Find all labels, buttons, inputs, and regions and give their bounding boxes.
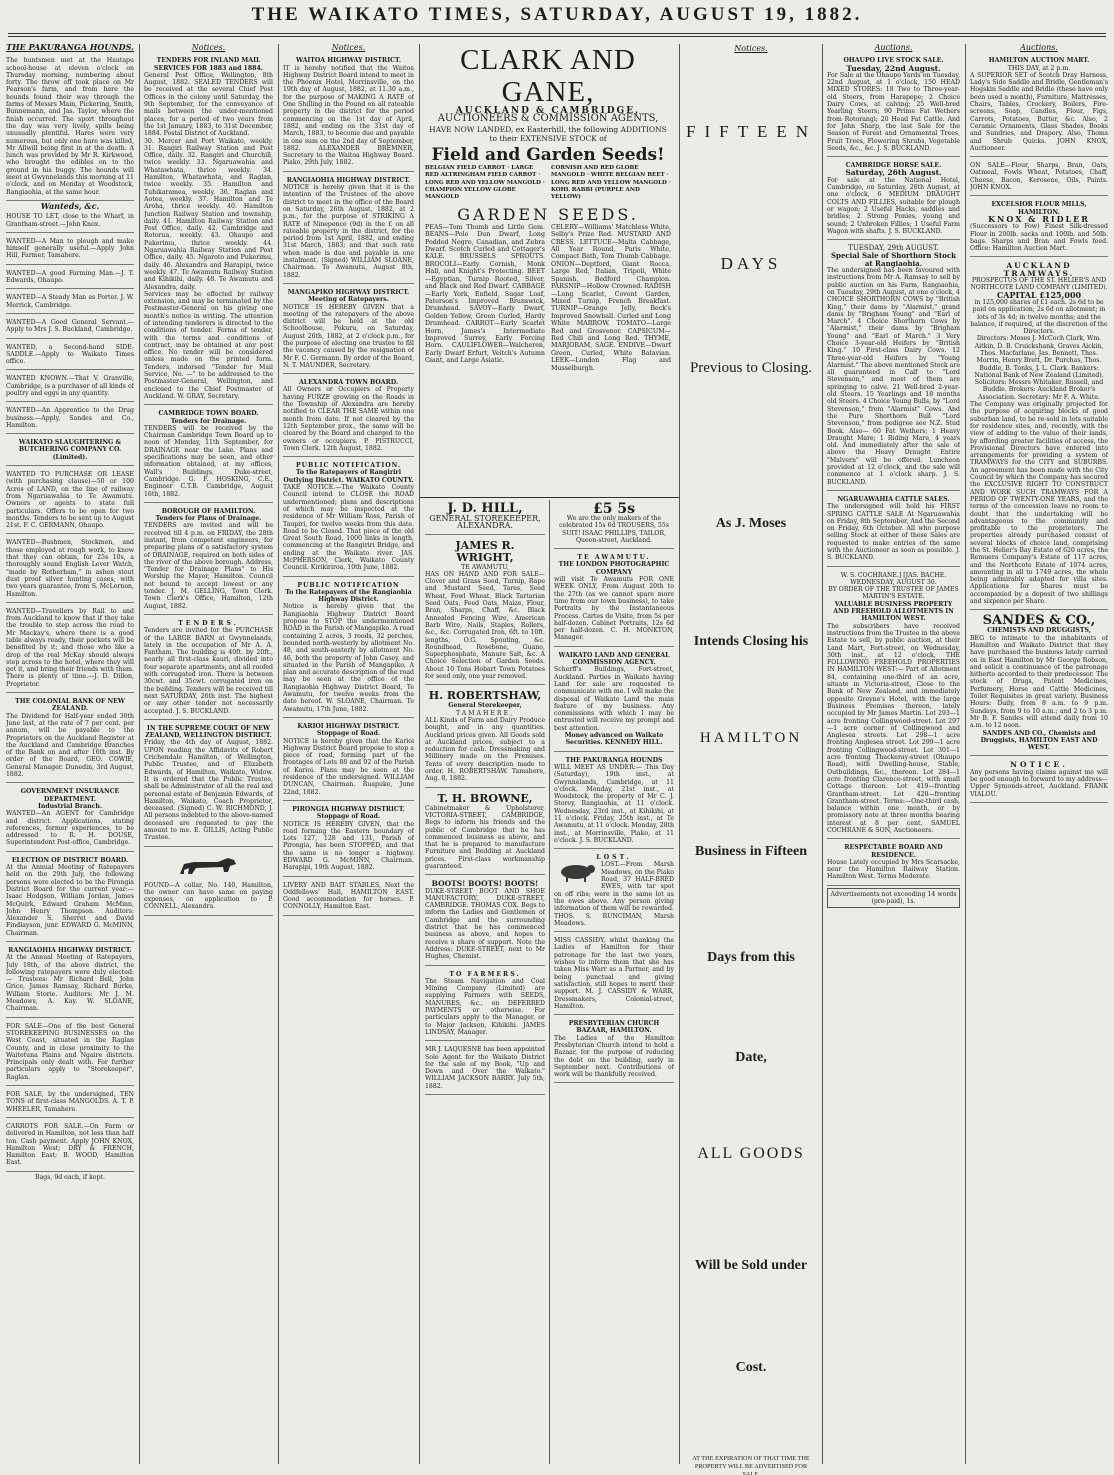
- notice-ad: NOTICE. Any persons having claims against me will be good enough to forward to my address—Upper Symonds-street, Auckland. FRANK VIALOU.: [970, 758, 1108, 802]
- column-rule: [965, 44, 966, 1464]
- presbyterian-ad: PRESBYTERIAN CHURCH BAZAAR, HAMILTON. The Ladies of the Hamilton Presbyterian Church intend to hold a Bazaar, for the purpose of reducing the debt on the building, early in September next. Contributions of work will be thankfully received.: [554, 1017, 674, 1083]
- clark-and-gane-ad: [425, 44, 671, 372]
- wanted-ad: WANTED—A Good General Servant.—Apply to Mrs J. S. Buckland, Cambridge.: [6, 316, 134, 339]
- dog-illustration: [174, 854, 244, 880]
- masthead-rule: [8, 33, 1106, 34]
- pirongia-ad: PIRONGIA HIGHWAY DISTRICT. Stoppage of Road. NOTICE IS HEREBY GIVEN, that the road forming the Eastern boundary of Lots 127, 128 and 131, Parish of Pirongia, has been STOPPED, and that the same is no longer a highway. EDWARD G. McMINN, Chairman. Harapipi, 19th August, 1882.: [283, 803, 414, 877]
- cambridge-board-ad: CAMBRIDGE TOWN BOARD. Tenders for Drainage. TENDERS will be received by the Chairman Cambridge Town Board up to noon of Monday, 11th September, for DRAINAGE near the Lake. Plans and specifications may be seen, and other information obtained, at my offices, Wall's Buildings, Duke-street, Cambridge. G. F. HOSKING, C.E., Engineer C.T.B. Cambridge, August 16th, 1882.: [144, 407, 273, 503]
- excelsior-mills-ad: EXCELSIOR FLOUR MILLS, HAMILTON. KNOX & RIDLER (Successors to Fow) Finest Silk-dressed Flour in 200lb. sacks and 100lb. and 50lb. bags. Sharps and Bran and Fowls feed. Office: Hamilton Auction Mart.: [970, 198, 1108, 257]
- on-sale-ad: ON SALE—Flour, Sharps, Bran, Oats, Oatmeal, Fowls Wheat, Potatoes, Chaff, Cheese, Bacon, Kerosene, Oils, Paints. JOHN KNOX.: [970, 159, 1108, 196]
- column-rule: [679, 44, 680, 1464]
- notices-heading: Notices.: [191, 44, 226, 52]
- newspaper-page: THE WAIKATO TIMES, SATURDAY, AUGUST 19, 1882. THE PAKURANGA HOUNDS. The huntsmen met at the Hautapu school-house at eleven o'clock on Thursday morning, numbering about forty. The throw off took place on Mr Pearson's farm, and from here the hounds found their way through the farms of Messrs Main, Pickering, Smith, Bunnemann, and Jas. Taylor, where the finish occurred. The sport throughout the day was very lively, spills being unusually plentiful. Hares were very numerous, but only one hare was killed, Mr Allwill being first in at the death. A lunch was provided by Mr R. Kirkwood, who brought the edibles on to the ground in his buggy. The hounds will meet at Gwynnelands this morning at 11 o'clock, and on Monday at Woodstock, Rangiaohia, at the same hour. Wanteds, &c. HOUSE TO LET, close to the Wharf, in Grantham-street.—John Knox. WANTED—A Man to plough and make himself generally useful.—Apply John Hill, Farmer, Tamahere. WANTED—A good Farming Man.—J. T. Edwards, Ohaupo. WANTED—A Steady Man as Porter. J. W. Merrick, Cambridge. WANTED—A Good General Servant.—Apply to Mrs J. S. Buckland, Cambridge. WANTED, a Second-hand SIDE-SADDLE.—Apply to Waikato Times office. WANTED KNOWN.—That V. Granville, Cambridge, is a purchaser of all kinds of poultry and eggs in any quantity. WANTED—An Apprentice to the Drug business.—Apply, Sandes and Co., Hamilton. WAIKATO SLAUGHTERING & BUTCHERING COMPANY CO. (Limited). WANTED TO PURCHASE OR LEASE (with purchasing clause)—50 or 100 Acres of LAND, on the line of railway from Ngaruawahia to Te Awamutu. Owners or agents to state full particulars. Offers to be open for two months. Tenders to be sent up to August 21st. F. C. GERMANN, Ohaupo. WANTED—Bushmen, Stockmen, and those employed at rough work, to know that they can obtain, for 25s 10s, a thoroughly sound English Lever Watch, "made by Rotherham," in ashen stout dust proof silver hunting cases, with two years guarantee, from S. McLernon, Hamilton. WANTED—Travellers by Rail to and from Auckland to know that if they take the trouble to step across the road to Mr Mackay's, where there is a good table always ready, their pockets will be benefited by it; and those who like a drop of the real McKay should always step across to the hotel, where they will get it, and bring their friends with them. There is plenty of time.—J. D. Dillon, Proprietor. THE COLONIAL BANK OF NEW ZEALAND. The Dividend for Half-year ended 30th June last, at the rate of 7 per cent. per annum, will be payable to the Proprietors on the Auckland Register at the Auckland and Cambridge Branches of the Bank on and after 16th inst. By order of the Board, GEO. COWIE, General Manager. Dunedin, 3rd August, 1882. GOVERNMENT INSURANCE DEPARTMENT. Industrial Branch. WANTED—An AGENT for Cambridge and district. Applications, stating references, former experiences, to be addressed to R. H. DOUSE, Superintendent Post-office, Cambridge. ELECTION OF DISTRICT BOARD. At the Annual Meeting of Ratepayers held on the 29th July, the following persons were elected to be the Pirongia District Board for the current year:— Isaac Hodgson, William Jordan, James McQuirk, Edward Graham McMinn, John Henry Thompson. Auditors: Alexander S. Sherret and David Findlayson, junr. EDWARD G. McMINN, Chairman. RANGIAOHIA HIGHWAY DISTRICT. At the Annual Meeting of Ratepayers, July 18th, of the above district, the following ratepayers were duly elected:— Trustees: Mr Richard Bell, John Grice, James Ramsay, Richard Burke, William Storie. Auditors: Mr J. M. Meadows, A. Kay. W. SLOANE, Chairman. FOR SALE—One of the best General STOREKEEPING BUSINESSES on the West Coast, situated in the Raglan County, and in close proximity to the Waitetuna Plains and Ngaire districts. Principals only dealt with. For further particulars apply to "Storekeeper", Raglan. FOR SALE, by the undersigned, TEN TONS of first-class MANGOLDS. A. T. P. WHEELER, Tamahere. CARROTS FOR SALE.—On Farm or delivered in Hamilton, not less than half ton. Cash payment. Apply JOHN KNOX, Hamilton West; DRY & FRENCH, Hamilton East; B. WOOD, Hamilton East. Bags, 9d each, if kept. Notices. TENDERS FOR INLAND MAIL SERVICES FOR 1883 and 1884. General Post Office, Wellington, 8th August, 1882. SEALED TENDERS will be received at the several Chief Post Offices in the colony until Saturday, the 9th September, for the conveyance of mails between the under-mentioned places, for a period of two years from the 1st January, 1883, to 31st December, 1884. Postal District of Auckland. 30. Mercer and Port Waikato, weekly. 31. Rangiri Railway Station and Post Office, daily. 32. Rangiri and Churchill, twice weekly. 33. Ngaruawahia and Whatawhata, thrice weekly. 34. Hamilton, Whatawhata, and Raglan, twice weekly. 35. Hamilton and Tuhikaramea, weekly. 36. Raglan and Aotea, weekly. 37. Hamilton and Te Aroha, thrice weekly. 40. Hamilton Junction Railway Station and township, daily. 41. Hamilton Railway Station and Post Office, daily. 42. Cambridge and Rotorua, weekly. 43. Ohaupo and Pukerimu, thrice weekly. 44. Ngaruawahia Railway Station and Post Office, daily. 45. Ngaroto and Pukerimu, daily. 46. Alexandra and Harapipi, twice weekly. 47. Te Awamutu Railway Station and Kihikihi, daily. 48. Te Awamutu and Alexandra, daily. Services may be effected by railway extension, and may be terminated by the Postmaster-General on his giving one month's notice in writing. The attention of intending tenderers is directed to the conditions of tender. Forms of tender, with the terms and conditions of contract, may be obtained at any post office. No tender will be considered unless made on the printed form. Tenders, indorsed "Tender for Mail Service, No. —" to be addressed to the Postmaster-General, Wellington, and enclosed to the Chief Postmaster of Auckland. W. GRAY, Secretary. CAMBRIDGE TOWN BOARD. Tenders for Drainage. TENDERS will be received by the Chairman Cambridge Town Board up to noon of Monday, 11th September, for DRAINAGE near the Lake. Plans and specifications may be seen, and other information obtained, at my offices, Wall's Buildings, Duke-street, Cambridge. G. F. HOSKING, C.E., Engineer C.T.B. Cambridge, August 16th, 1882. BOROUGH OF HAMILTON. Tenders for Plans of Drainage. TENDERS are invited and will be received till 4 p.m. on FRIDAY, the 28th instant, from competent engineers, for preparing plans of a satisfactory system of DRAINAGE, required on both sides of the river of the above borough. Address, "Tender for Drainage Plans" to His Worship the Mayor, Hamilton. Council not bound to accept lowest or any tender. J. M. GELLING, Town Clerk. Town Clerk's Office, Hamilton, 12th August, 1882. TENDERS. Tenders are invited for the PURCHASE of the LARGE BARN at Gwynnelands, lately in the occupation of Mr A. A. Fantham. The building is 40ft. by 20ft., nearly all first-class kauri, divided into four separate apartments, and all roofed with corrugated iron. There is between 30cwt. and 35cwt. corrugated iron on the building. Tenders will be received till next SATURDAY, 26th inst. The highest or any other tender not necessarily accepted. J. S. BUCKLAND. IN THE SUPREME COURT OF NEW ZEALAND, WELLINGTON DISTRICT. Friday, the 4th day of August, 1882. UPON reading the Affidavits of Robert Crichendale Hamilton, of Wellington, Public Trustee, and of Elizabeth Edwards, of Hamilton, Waikato, Widow. It is ordered that the Public Trustee, shall be Administrator of all the real and personal estate of Benjamin Edwards, of Hamilton, Waikato, Coach Proprietor, deceased. (Signed) C. W. RICHMOND, J. All persons indebted to the above-named deceased are requested to pay the amount to me. E. GILLIS, Acting Public Trustee. FOUND—A collar, No. 140, Hamilton, the owner can have same on paying expenses, on application to P. CONNELL, Alexandra. Notices. WAITOA HIGHWAY DISTRICT. IT is hereby notified that the Waitoa Highway District Board intend to meet in the Phoenix Hotel, Morrinsville, on the 19th day of August, 1882, at 11.30 a.m., for the purpose of MAKING A RATE of One Shilling in the Pound on all rateable property in the district for the period commencing on the 1st day of April, 1882, and ending on the 31st day of March, 1883, to become due and payable in one sum on the 2nd day of September, 1882. ALEXANDER BREMNER, Secretary to the Waitoa Highway Board. Piako, 29th July, 1882. RANGIAOHIA HIGHWAY DISTRICT. NOTICE is hereby given that it is the intention of the Trustees of the above district to meet in the office of the Board on Saturday, 26th August, 1882, at 2 p.m., for the purpose of STRIKING A RATE of Ninepence (9d) in the £ on all rateable property in the district, for the period from 1st April, 1882, and ending 31st March, 1883; and that such rate when made is due and payable in one instalment. (Signed) WILLIAM SLOANE, Chairman. To Awamutu, August 8th, 1882. MANGAPIKO HIGHWAY DISTRICT. Meeting of Ratepayers. NOTICE IS HEREBY GIVEN that a meeting of the ratepayers of the above district will be held at the old Schoolhouse, Pokuru, on Saturday, August 26th, 1882, at 2 o'clock p.m., for the purpose of electing one trustee to fill the vacancy caused by the resignation of Mr F. C. Germann. By order of the Board, N. T. MAUNDER, Secretary. ALEXANDRA TOWN BOARD. All Owners or Occupiers of Property having FURZE growing on the Roads in the Township of Alexandra are hereby notified to CLEAR THE SAME within one month from date. If not cleared by the 12th September prox., the same will be cleared by the Board and charged to the owners or occupiers. P. PISTRUCCI, Town Clerk. 12th August, 1882. PUBLIC NOTIFICATION. To the Ratepayers of Rangiriri Outlying District. WAIKATO COUNTY. TAKE NOTICE.—The Waikato County Council intend to CLOSE the ROAD undermentioned; plans and descriptions of which may be inspected at the residence of Mr William Ross, Parish of Taupiri, for twelve weeks from this date. Road to be Closed. That piece of the old Great South Road, 1000 links in length, commencing at the Rangiriri Bridge, and ending at the Waikato river. JAS. McPHERSON, Clerk, Waikato County Council. Kirikiriroa, 10th June, 1882. PUBLIC NOTIFICATION To the Ratepayers of the Rangiaohia Highway District. Notice is hereby given that the Rangiaohia Highway District Board propose to STOP the undermentioned ROAD in the Parish of Mangapiko. A road containing 2 acres, 3 roods, 32 perches, bounded north-westerly by allotment No. 48, and south-easterly by allotment No. 46, both the property of John Casey, and situated in the Parish of Mangapiko. A plan and accurate description of the road may be seen at the office of the Rangiaohia Highway District Board, Te Awamutu, for twelve weeks from the date hereof. W. SLOANE, Chairman. Te Awamutu, 17th June, 1882. KARIOI HIGHWAY DISTRICT. Stoppage of Road. NOTICE is hereby given that the Karioi Highway District Board propose to stop a piece of road, forming part of the frontages of Lots 88 and 92 of the Parish of Karioi. Plans may be seen at the residence of the undersigned. WILLIAM DUNCAN, Chairman. Ruapuke, June 22nd, 1882. PIRONGIA HIGHWAY DISTRICT. Stoppage of Road. NOTICE IS HEREBY GIVEN, that the road forming the Eastern boundary of Lots 127, 128 and 131, Parish of Pirongia, has been STOPPED, and that the same is no longer a highway. EDWARD G. McMINN, Chairman. Harapipi, 19th August, 1882. LIVERY AND BAIT STABLES, Next the Oddfellows' Hall, HAMILTON EAST. Good accommodation for horses. P. CONNOLLY, Hamilton East. CLARK AND GANE, AUCKLAND & CAMBRIDGE, AUCTIONEERS & COMMISSION AGENTS, HAVE NOW LANDED, ex Easterhill, the following ADDITIONS to their EXTENSIVE STOCK of Field and Garden Seeds! BELGIAN FIELD CARROT · LARGE RED ALTRINGHAM FIELD CARROT · LONG RED AND YELLOW MANGOLD · CHAMPION YELLOW GLOBE MANGOLD CORNISH AND RED GLOBE MANGOLD · WHITE BELGIAN BEET · LONG RED AND YELLOW MANGOLD · KOHL RABBI (PURPLE AND YELLOW) GARDEN SEEDS. PEAS—Tom Thumb and Little Gem. BEANS—Pole Dun Dwarf, Long Podded Negro, Canadian, and Zebra Dwarf. Scotch Curled and Cottager's KALE. BRUSSELS SPROUTS. BROCOLI—Early Cornish, Monk Hall, and Knight's Protecting. BEET—Egyptian, Turnip Rooted, Silver, and Black and Red Dwarf. CABBAGE—Early York, Enfield, Sugar Loaf, Paterson's Improved Brunswick, Drumhead. SAVOY—Early Dwarf, Golden Yellow, Green Curled, Hardy Drumhead. CARROT—Early Scarlet Horn, James's Intermediate Improved Surrey, Early Forcing Horn. CAULIFLOWER—Walcheren, Early Dwarf Erfurt, Veitch's Autumn Giant, and Large Asiatic. CELERY—Williams' Matchless White, Selby's Prize Red. MUSTARD AND CRESS. LETTUCE—Malta Cabbage, All Year Round, Paris White, Compact Bath, Tom Thumb Cabbage. ONION—Deptford, Giant Rocca, Large Red, Italian, Tripoli, White Spanish, Bedford Champion. PARSNIP—Hollow Crowned. RADISH—Long Scarlet, Covent Garden, Mixed Turnip, French Breakfast. TURNIP—Orange Jelly, Beck's Improved Snowball. Curled and Long White MARROW. TOMATO—Large Red and Grosvenor. CAPSICUM—Red Chili and Long Red. THYME, MARJORAM, SAGE. ENDIVE—Dwarf Green, Curled, White Batavian. LEEK—London Flag and Musselburgh. J. D. HILL, GENERAL STOREKEEPER, ALEXANDRA. JAMES R. WRIGHT, TE AWAMUTU, HAS ON HAND AND FOR SALE— Clover and Grass Seed, Turnip, Rape and Mustard Seed, Tares, Seed Wheat, Fowl Wheat, Black Tartarian Seed Oats, Feed Oats, Maize, Flour, Bran, Sharps, Chaff, &c. Black Annealed Fencing Wire, American Barb Wire, Nails, Staples, Rollers, &c., &c. Corrugated Iron, 6ft. to 10ft. lengths, O.G. Spouting, &c. Roundhead, Rosebone, Guano, Superphosphate, Manure Salt, &c. A Choice Selection of Garden Seeds. About 10 Tons Hobart Town Potatoes for seed only, one year removed. H. ROBERTSHAW, General Storekeeper, TAMAHERE, ALL Kinds of Farm and Dairy Produce bought, and in any quantities. Auckland prices given. All Goods sold at Auckland prices, subject to a reduction for cash. Dressmaking and Millinery made on the Premises. Tents of every description made to order. H. ROBERTSHAW. Tamahere, Aug. 8, 1882. T. H. BROWNE, Cabinetmaker & Upholsterer, VICTORIA-STREET, CAMBRIDGE, Begs to inform his friends and the public of Cambridge that he has commenced business as above, and that he is prepared to manufacture Furniture and Bedding at Auckland prices. First-class workmanship guaranteed. BOOTS! BOOTS! BOOTS! DUKE-STREET BOOT AND SHOE MANUFACTORY, DUKE-STREET, CAMBRIDGE. THOMAS COX. Begs to inform the Ladies and Gentlemen of Cambridge and the surrounding district that he has commenced business as above, and hopes to receive a share of support. Note the Address: DUKE-STREET, next to Mr Hughes, Chemist. TO FARMERS. The Steam Navigation and Coal Mining Company (Limited) are supplying Farmers with SEEDS, MANURES, &c., on DEFERRED PAYMENTS or otherwise. For particulars apply to the Manager, or to Major Jackson, Kihikihi. JAMES LINDSAY, Manager. MR J. LAQUESNE has been appointed Sole Agent for the Waikato District for the sale of my Book, "Up and Down and Over the Waikato." WILLIAM JACKSON BARRY. July 5th, 1882. £5 5s We are the only makers of the celebrated 15s 6d TROUSERS, 55s SUIT! ISAAC PHILLIPS, TAILOR, Queen-street, Auckland. TE AWAMUTU. THE LONDON PHOTOGRAPHIC COMPANY will visit Te Awamutu FOR ONE WEEK ONLY, From August 20th to the 27th (as we cannot spare more time from our town business), to take Portraits by the Instantaneous Process. Cartes de Visite, from 5s per half-dozen. Cabinet Portraits, 12s 6d per half-dozen. C. H. MONKTON, Manager. WAIKATO LAND AND GENERAL COMMISSION AGENCY. Scherff's Buildings, Fort-street, Auckland. Parties in Waikato having Land for sale are requested to communicate with me. I will make the disposal of Waikato Land the main feature of my business. Any commissions with which I may be entrusted will receive my prompt and best attention. Money advanced on Waikato Securities. KENNEDY HILL. THE PAKURANGA HOUNDS WILL MEET AS UNDER:— This Day (Saturday), 19th inst., at Gwynnelands, Cambridge, at 11 o'clock. Monday, 21st inst., at Woodstock, the property of Mr C. J. Storey, Rangiaohia, at 11 o'clock. Wednesday, 23rd inst., at Kihikihi, at 11 o'clock. Friday, 25th inst., at Te Awamutu, at 11 o'clock. Monday, 28th inst., at Morrinsville, Piako, at 11 o'clock. J. S. BUCKLAND. LOST. LOST.—From Marsh Meadows, on the Piako Road, 37 HALF-BRED EWES, with tar spot on off ribs; were in the same lot as the ewes above. Any person giving information of them will be rewarded. THOS. S. RUNCIMAN, Marsh Meadows. MISS CASSIDY, whilst thanking the Ladies of Hamilton for their patronage for the last two years, wishes to inform them that she has taken Miss Warr as a Partner, and by being punctual and giving satisfaction, still hopes to merit their support. M. J. CASSIDY & WARR, Dressmakers, Colonial-street, Hamilton. PRESBYTERIAN CHURCH BAZAAR, HAMILTON. The Ladies of the Hamilton Presbyterian Church intend to hold a Bazaar, for the purpose of reducing the debt on the building, early in September next. Contributions of work will be thankfully received. Notices. FIFTEEN DAYS Previous to Closing. As J. Moses Intends Closing his HAMILTON Business in Fifteen Days from this Date, ALL GOODS Will be Sold under Cost. AT THE EXPIRATION OF THAT TIME THE PROPERTY WILL BE ADVERTISED FOR SALE. Auctions. OHAUPO LIVE STOCK SALE. Tuesday, 22nd August. For Sale at the Ohaupo Yards on Tuesday, 22nd August, at 1 o'clock, 150 HEAD MIXED STORES: 18 Two to Three-year-old Steers, from Harapepe; 2 Choice Dairy Cows, at calving; 25 Well-bred Yearling Steers; 90 Prime Fat Wethers from Rotorangi; 20 Head Fat Cattle. And for John Sharp, the last Sale for the Season of Forest and Ornamental Trees, Fruit Trees, Flowering Shrubs, Vegetable Seeds, &c., &c. J. S. BUCKLAND. CAMBRIDGE HORSE SALE. Saturday, 26th August. For sale at the National Hotel, Cambridge, on Saturday, 26th August, at one o'clock, 6 MEDIUM DRAUGHT COLTS AND FILLIES, suitable for plough or wagon; 2 Useful Hacks, saddles and bridles; 2 Strong Ponies, young and sound; 2 Unbroken Fillies; 1 Useful Farm Wagon with shafts. J. S. BUCKLAND. TUESDAY, 29th AUGUST. Special Sale of Shorthorn Stock at Rangiaohia. The undersigned has been favoured with instructions from Mr A. Ramsay to sell by public auction on his Farm, Rangiaohia, on Tuesday, 29th August, at one o'clock, 4 CHOICE SHORTHORN COWS by "British King," their dams by "Alarmist," grand dams by "Brigham Young" and "Earl of March". 4 Choice Shorthorn Cows by "Alarmist," their dams by "Brigham Young" and "Earl of March." 3 Very Choice 3-year-old Heifers by "British King." 10 First-class Dairy Cows. 12 Three-year-old Heifers by "Young Alarmist." The above mentioned Stock are all guaranteed in Calf to "Lord Stevenson," and most of them are springing to calve. 21 Well-bred 2-year-old Steers. 15 Yearlings and 18 months old Steers. 4 Choice Young Bulls, by "Lord Stevenson," from "Alarmist" Cows. And the Pure Shorthorn Bull "Lord Stevenson," from pedigree see N.Z. Stud Book. Also— 60 Fat Wethers; 1 Heavy Draught Mare; 1 Riding Mare, 4 years old. And immediately after the sale of above the Heavy Draught Entire "Malvern" will be offered. Luncheon provided at 12 o'clock, and the sale will commence at 1 o'clock sharp. J. S. BUCKLAND. NGARUAWAHIA CATTLE SALES. The undersigned will hold his FIRST SPRING CATTLE SALE At Ngaruawahia on Friday, 8th September, And the Second on Friday, 6th October. All who purpose selling Stock at either of these Sales are requested to make entries of the same with the Auctioneer as soon as possible. J. S. BUCKLAND. W. S. COCHRANE.] [JAS. BACHE. WEDNESDAY, AUGUST 30. BY ORDER OF THE TRUSTEE OF JAMES MARTIN'S ESTATE. VALUABLE BUSINESS PROPERTY AND FREEHOLD ALLOTMENTS IN HAMILTON WEST. The subscribers have received instructions from the Trustee in the above Estate to sell, by public auction, at their Land Mart, Fort-street, on Wednesday, 30th inst., at 12 o'clock, THE FOLLOWING FREEHOLD PROPERTIES IN HAMILTON WEST:— Part of Allotment 84, containing one-third of an acre, situate in Victoria-street, Close to the Bank of New Zealand, and immediately opposite Greyne's Hotel, with the large Business Premises thereon, lately occupied by Mr James Martin. Lot 293—1 acre fronting Collingwood-street. Lot 297—1 acre corner of Collingwood and Anglesea streets. Lot 298—1 acre fronting Anglesea street. Lot 299—1 acre fronting Collingwood-street. Lot 301—1 acre fronting Thackeray-street (Ohaupo Road), with Dwelling-house, Stable, Outbuildings, &c., thereon. Lot 284—1 acre fronting Clarence-street, with small Cottage thereon. Lot 419—fronting Grantham-street. Lot 420—fronting Grantham-street. Terms:—One-third cash, balance within one month, or by promissory note at three months bearing interest at 8 per cent. SAMUEL COCHRANE & SON, Auctioneers. RESPECTABLE BOARD AND RESIDENCE. House Lately occupied by Mrs Scarsacke, near the Hamilton Railway Station. Hamilton West. Terms Moderate. Advertisements not exceeding 14 words (pre-paid), 1s. Auctions. HAMILTON AUCTION MART. THIS DAY, at 2 p.m. A SUPERIOR SET of Scotch Dray Harness, Lady's Side Saddle and Bridle, Gentleman's Hogskin Saddle and Bridle (these have only been used a month), Furniture, Mattresses, Chairs, Tables, Crockery, Boilers, Fire-screens, Soap, Candles, Flour, Figs, Carrots, Potatoes, Butter, &c. Also, 2 Ceramic Ornaments, Glass Shades, Books and Sundries, and Drapery. Also, Thoms and Shrub Quicks. JOHN KNOX, Auctioneer. ON SALE—Flour, Sharps, Bran, Oats, Oatmeal, Fowls Wheat, Potatoes, Chaff, Cheese, Bacon, Kerosene, Oils, Paints. JOHN KNOX. EXCELSIOR FLOUR MILLS, HAMILTON. KNOX & RIDLER (Successors to Fow) Finest Silk-dressed Flour in 200lb. sacks and 100lb. and 50lb. bags. Sharps and Bran and Fowls feed. Office: Hamilton Auction Mart. AUCKLAND TRAMWAYS. PROSPECTUS OF THE ST. HELIER'S AND NORTHCOTE LAND COMPANY (LIMITED). CAPITAL £125,000 in 125,000 shares of £1 each. 2s 6d to be paid on application; 2s 6d on allotment; in lots of 3s 4d; in twelve months; and the balance, if required, at the discretion of the Directors. Directors: Moses J. McCoch Clark, Wm. Aitkin, D. B. Cruickshank, Graves Aickin, Thos. Macfarlane, Jas. Bennett, Thos. Morrin, Henry Brett, Dr. Purchas, Thos. Buddle, B. Tonks, J. L. Clark. Bankers: National Bank of New Zealand (Limited). Solicitors: Messrs Whitaker, Russell, and Buddle. Brokers: Auckland Broker's Association. Secretary: Mr F. A. White. The Company was originally projected for the purpose of acquiring blocks of good suburban land, to be re-sold in lots suitable for residence sites, and, recently, with the view of adding to the value of their lands, by affording greater facilities of access, the Provisional Directors have entered into arrangements for providing a system of TRAMWAYS for the CITY and SUBURBS. An agreement has been made with the City Council by which the Company has secured the EXCLUSIVE RIGHT TO CONSTRUCT AND WORK SUCH TRAMWAYS FOR A PERIOD OF TWENTY-ONE YEARS, and the terms of the concession leave no room to doubt that the undertaking will be advantageous to the community and profitable to the proprietors. The properties already purchased consist of several blocks of choice land, comprising the St. Helier's Bay Estate of 620 acres, the Remuera Company's Estate of 117 acres, and the Northcote Estate of 1074 acres, amounting in all to 1749 acres, the whole being admirably adapted for villa sites. Applications for Shares must be accompanied by a deposit of two shillings and sixpence per Share. SANDES & CO., CHEMISTS AND DRUGGISTS, BEG to intimate to the inhabitants of Hamilton and Waikato District that they have purchased the business lately carried on in East Hamilton by Mr George Robson, and solicit a continuance of the patronage hitherto accorded to their predecessor. The stock of Drugs, Patent Medicines, Perfumery, Horse and Cattle Medicines, Toilet Requisites in great variety. Business Hours: Daily, from 8 a.m. to 9 p.m. Sundays, from 9 to 10 a.m.; and 2 to 3 p.m. Mr B. F. Sandes will attend daily from 10 a.m. to 12 noon. SANDES AND CO., Chemists and Druggists, HAMILTON EAST AND WEST. NOTICE. Any persons having claims against me will be good enough to forward to my address—Upper Symonds-street, Auckland. FRANK VIALOU.: [0, 0, 1114, 1475]
- tramways-ad: AUCKLAND TRAMWAYS. PROSPECTUS OF THE ST. HELIER'S AND NORTHCOTE LAND COMPANY (LIMITED). CAPITAL £125,000 in 125,000 shares of £1 each. 2s 6d to be paid on application; 2s 6d on allotment; in lots of 3s 4d; in twelve months; and the balance, if required, at the discretion of the Directors. Directors: Moses J. McCoch Clark, Wm. Aitkin, D. B. Cruickshank, Graves Aickin, Thos. Macfarlane, Jas. Bennett, Thos. Morrin, Henry Brett, Dr. Purchas, Thos. Buddle, B. Tonks, J. L. Clark. Bankers: National Bank of New Zealand (Limited). Solicitors: Messrs Whitaker, Russell, and Buddle. Brokers: Auckland Broker's Association. Secretary: Mr F. A. White. The Company was originally projected for the purpose of acquiring blocks of good suburban land, to be re-sold in lots suitable for residence sites, and, recently, with the view of adding to the value of their lands, by affording greater facilities of access, the Provisional Directors have entered into arrangements for providing a system of TRAMWAYS for the CITY and SUBURBS. An agreement has been made with the City Council by which the Company has secured the EXCLUSIVE RIGHT TO CONSTRUCT AND WORK SUCH TRAMWAYS FOR A PERIOD OF TWENTY-ONE YEARS, and the terms of the concession leave no room to doubt that the undertaking will be advantageous to the community and profitable to the proprietors. The properties already purchased consist of several blocks of choice land, comprising the St. Helier's Bay Estate of 620 acres, the Remuera Company's Estate of 117 acres, and the Northcote Estate of 1074 acres, amounting in all to 1749 acres, the whole being admirably adapted for villa sites. Applications for Shares must be accompanied by a deposit of two shillings and sixpence per Share.: [970, 259, 1108, 610]
- sheep-illustration: [554, 861, 598, 883]
- farmers-ad: TO FARMERS. The Steam Navigation and Coal Mining Company (Limited) are supplying Farmers with SEEDS, MANURES, &c., on DEFERRED PAYMENTS or otherwise. For particulars apply to the Manager, or to Major Jackson, Kihikihi. JAMES LINDSAY, Manager.: [425, 968, 545, 1042]
- cg-garden-title: GARDEN SEEDS.: [457, 204, 639, 224]
- cochrane-sale-ad: W. S. COCHRANE.] [JAS. BACHE. WEDNESDAY, AUGUST 30. BY ORDER OF THE TRUSTEE OF JAMES MARTIN'S ESTATE. VALUABLE BUSINESS PROPERTY AND FREEHOLD ALLOTMENTS IN HAMILTON WEST. The subscribers have received instructions from the Trustee in the above Estate to sell, by public auction, at their Land Mart, Fort-street, on Wednesday, 30th inst., at 12 o'clock, THE FOLLOWING FREEHOLD PROPERTIES IN HAMILTON WEST:— Part of Allotment 84, containing one-third of an acre, situate in Victoria-street, Close to the Bank of New Zealand, and immediately opposite Greyne's Hotel, with the large Business Premises thereon, lately occupied by Mr James Martin. Lot 293—1 acre fronting Collingwood-street. Lot 297—1 acre corner of Collingwood and Anglesea streets. Lot 298—1 acre fronting Anglesea street. Lot 299—1 acre fronting Collingwood-street. Lot 301—1 acre fronting Thackeray-street (Ohaupo Road), with Dwelling-house, Stable, Outbuildings, &c., thereon. Lot 284—1 acre fronting Clarence-street, with small Cottage thereon. Lot 419—fronting Grantham-street. Lot 420—fronting Grantham-street. Terms:—One-third cash, balance within one month, or by promissory note at three months bearing interest at 8 per cent. SAMUEL COCHRANE & SON, Auctioneers.: [827, 569, 960, 840]
- cg-name: CLARK AND GANE,: [460, 44, 636, 108]
- cambridge-horse-sale-ad: CAMBRIDGE HORSE SALE. Saturday, 26th August. For sale at the National Hotel, Cambridge, on Saturday, 26th August, at one o'clock, 6 MEDIUM DRAUGHT COLTS AND FILLIES, suitable for plough or wagon; 2 Useful Hacks, saddles and bridles; 2 Strong Ponies, young and sound; 2 Unbroken Fillies; 1 Useful Farm Wagon with shafts. J. S. BUCKLAND.: [827, 159, 960, 240]
- hamilton-mart-ad: HAMILTON AUCTION MART. THIS DAY, at 2 p.m. A SUPERIOR SET of Scotch Dray Harness, Lady's Side Saddle and Bridle, Gentleman's Hogskin Saddle and Bridle (these have only been used a month), Furniture, Mattresses, Chairs, Tables, Crockery, Boilers, Fire-screens, Soap, Candles, Flour, Figs, Carrots, Potatoes, Butter, &c. Also, 2 Ceramic Ornaments, Glass Shades, Books and Sundries, and Drapery. Also, Thoms and Shrub Quicks. JOHN KNOX, Auctioneer.: [970, 54, 1108, 157]
- ohaupo-sale-ad: OHAUPO LIVE STOCK SALE. Tuesday, 22nd August. For Sale at the Ohaupo Yards on Tuesday, 22nd August, at 1 o'clock, 150 HEAD MIXED STORES: 18 Two to Three-year-old Steers, from Harapepe; 2 Choice Dairy Cows, at calving; 25 Well-bred Yearling Steers; 90 Prime Fat Wethers from Rotorangi; 20 Head Fat Cattle. And for John Sharp, the last Sale for the Season of Forest and Ornamental Trees, Fruit Trees, Flowering Shrubs, Vegetable Seeds, &c., &c. J. S. BUCKLAND.: [827, 54, 960, 157]
- wanted-ad: WANTED—A Steady Man as Porter. J. W. Merrick, Cambridge.: [6, 291, 134, 314]
- livery-ad: LIVERY AND BAIT STABLES, Next the Oddfellows' Hall, HAMILTON EAST. Good accommodation for horses. P. CONNOLLY, Hamilton East.: [283, 879, 414, 916]
- masthead: THE WAIKATO TIMES, SATURDAY, AUGUST 19, 1882.: [251, 4, 863, 25]
- colonial-bank-ad: THE COLONIAL BANK OF NEW ZEALAND. The Dividend for Half-year ended 30th June last, at the rate of 7 per cent. per annum, will be payable to the Proprietors on the Auckland Register at the Auckland and Cambridge Branches of the Bank on and after 16th inst. By order of the Board, GEO. COWIE, General Manager. Dunedin, 3rd August, 1882.: [6, 695, 134, 783]
- boots-ad: BOOTS! BOOTS! BOOTS! DUKE-STREET BOOT AND SHOE MANUFACTORY, DUKE-STREET, CAMBRIDGE. THOMAS COX. Begs to inform the Ladies and Gentlemen of Cambridge and the surrounding district that he has commenced business as above, and hopes to receive a share of support. Note the Address: DUKE-STREET, next to Mr Hughes, Chemist.: [425, 877, 545, 965]
- browne-ad: T. H. BROWNE, Cabinetmaker & Upholsterer, VICTORIA-STREET, CAMBRIDGE, Begs to inform his friends and the public of Cambridge that he has commenced business as above, and that he is prepared to manufacture Furniture and Bedding at Auckland prices. First-class workmanship guaranteed.: [425, 790, 545, 876]
- cg-seeds-title: Field and Garden Seeds!: [431, 144, 665, 165]
- wanteds-heading: Wanteds, &c.: [40, 200, 100, 211]
- column-rule: [549, 500, 550, 1464]
- masthead-rule-2: [8, 36, 1106, 37]
- auctions-heading: Auctions.: [874, 44, 913, 52]
- wanted-ad: WANTED—A good Farming Man.—J. T. Edwards, Ohaupo.: [6, 267, 134, 290]
- barry-ad: MR J. LAQUESNE has been appointed Sole Agent for the Waikato District for the sale of my Book, "Up and Down and Over the Waikato." WILLIAM JACKSON BARRY. July 5th, 1882.: [425, 1043, 545, 1095]
- wanted-ad: WANTED KNOWN.—That V. Granville, Cambridge, is a purchaser of all kinds of poultry and eggs in any quantity.: [6, 372, 134, 402]
- wanted-ad: HOUSE TO LET, close to the Wharf, in Grantham-street.—John Knox.: [6, 210, 134, 233]
- cassidy-ad: MISS CASSIDY, whilst thanking the Ladies of Hamilton for their patronage for the last two years, wishes to inform them that she has taken Miss Warr as a Partner, and by being punctual and giving satisfaction, still hopes to merit their support. M. J. CASSIDY & WARR, Dressmakers, Colonial-street, Hamilton.: [554, 934, 674, 1015]
- karioi-ad: KARIOI HIGHWAY DISTRICT. Stoppage of Road. NOTICE is hereby given that the Karioi Highway District Board propose to stop a piece of road, forming part of the frontages of Lots 88 and 92 of the Parish of Karioi. Plans may be seen at the residence of the undersigned. WILLIAM DUNCAN, Chairman. Ruapuke, June 22nd, 1882.: [283, 720, 414, 801]
- rangiaohia-rate-ad: RANGIAOHIA HIGHWAY DISTRICT. NOTICE is hereby given that it is the intention of the Trustees of the above district to meet in the office of the Board on Saturday, 26th August, 1882, at 2 p.m., for the purpose of STRIKING A RATE of Ninepence (9d) in the £ on all rateable property in the district, for the period from 1st April, 1882, and ending 31st March, 1883; and that such rate when made is due and payable in one instalment. (Signed) WILLIAM SLOANE, Chairman. To Awamutu, August 8th, 1882.: [283, 174, 414, 284]
- for-sale-ad: FOR SALE, by the undersigned, TEN TONS of first-class MANGOLDS. A. T. P. WHEELER, Tamahere.: [6, 1088, 134, 1118]
- cg-location: AUCKLAND & CAMBRIDGE,: [455, 106, 641, 116]
- cg-trade: AUCTIONEERS & COMMISSION AGENTS,: [437, 113, 659, 125]
- column-rule: [139, 44, 140, 1464]
- sandes-ad: SANDES & CO., CHEMISTS AND DRUGGISTS, BEG to intimate to the inhabitants of Hamilton and Waikato District that they have purchased the business lately carried on in East Hamilton by Mr George Robson, and solicit a continuance of the patronage hitherto accorded to their predecessor. The stock of Drugs, Patent Medicines, Perfumery, Horse and Cattle Medicines, Toilet Requisites in great variety. Business Hours: Daily, from 8 a.m. to 9 p.m. Sundays, from 9 to 10 a.m.; and 2 to 3 p.m. Mr B. F. Sandes will attend daily from 10 a.m. to 12 noon. SANDES AND CO., Chemists and Druggists, HAMILTON EAST AND WEST.: [970, 612, 1108, 756]
- cg-garden-seeds: PEAS—Tom Thumb and Little Gem. BEANS—Pole Dun Dwarf, Long Podded Negro, Canadian, and Zebra Dwarf. Scotch Curled and Cottager's KALE. BRUSSELS SPROUTS. BROCOLI—Early Cornish, Monk Hall, and Knight's Protecting. BEET—Egyptian, Turnip Rooted, Silver, and Black and Red Dwarf. CABBAGE—Early York, Enfield, Sugar Loaf, Paterson's Improved Brunswick, Drumhead. SAVOY—Early Dwarf, Golden Yellow, Green Curled, Hardy Drumhead. CARROT—Early Scarlet Horn, James's Intermediate Improved Surrey, Early Forcing Horn. CAULIFLOWER—Walcheren, Early Dwarf Erfurt, Veitch's Autumn Giant, and Large Asiatic. CELERY—Williams' Matchless White, Selby's Prize Red. MUSTARD AND CRESS. LETTUCE—Malta Cabbage, All Year Round, Paris White, Compact Bath, Tom Thumb Cabbage. ONION—Deptford, Giant Rocca, Large Red, Italian, Tripoli, White Spanish, Bedford Champion. PARSNIP—Hollow Crowned. RADISH—Long Scarlet, Covent Garden, Mixed Turnip, French Breakfast. TURNIP—Orange Jelly, Beck's Improved Snowball. Curled and Long White MARROW. TOMATO—Large Red and Grosvenor. CAPSICUM—Red Chili and Long Red. THYME, MARJORAM, SAGE. ENDIVE—Dwarf Green, Curled, White Batavian. LEEK—London Flag and Musselburgh.: [425, 223, 671, 372]
- found-dog-ad: FOUND—A collar, No. 140, Hamilton, the owner can have same on paying expenses, on application to P. CONNELL, Alexandra.: [144, 849, 273, 916]
- column-5: [425, 500, 545, 1464]
- ngaruawahia-sale-ad: NGARUAWAHIA CATTLE SALES. The undersigned will hold his FIRST SPRING CATTLE SALE At Ngaruawahia on Friday, 8th September, And the Second on Friday, 6th October. All who purpose selling Stock at either of these Sales are requested to make entries of the same with the Auctioneer as soon as possible. J. S. BUCKLAND.: [827, 493, 960, 567]
- gov-insurance-ad: GOVERNMENT INSURANCE DEPARTMENT. Industrial Branch. WANTED—An AGENT for Cambridge and district. Applications, stating references, former experiences, to be addressed to R. H. DOUSE, Superintendent Post-office, Cambridge.: [6, 785, 134, 851]
- wright-ad: JAMES R. WRIGHT, TE AWAMUTU, HAS ON HAND AND FOR SALE— Clover and Grass Seed, Turnip, Rape and Mustard Seed, Tares, Seed Wheat, Fowl Wheat, Black Tartarian Seed Oats, Feed Oats, Maize, Flour, Bran, Sharps, Chaff, &c. Black Annealed Fencing Wire, American Barb Wire, Nails, Staples, Rollers, &c., &c. Corrugated Iron, 6ft. to 10ft. lengths, O.G. Spouting, &c. Roundhead, Rosebone, Guano, Superphosphate, Manure Salt, &c. A Choice Selection of Garden Seeds. About 10 Tons Hobart Town Potatoes for seed only, one year removed.: [425, 537, 545, 686]
- public-notification-ad: PUBLIC NOTIFICATION. To the Ratepayers of Rangiriri Outlying District. WAIKATO COUNTY. TAKE NOTICE.—The Waikato County Council intend to CLOSE the ROAD undermentioned; plans and descriptions of which may be inspected at the residence of Mr William Ross, Parish of Taupiri, for twelve weeks from this date. Road to be Closed. That piece of the old Great South Road, 1000 links in length, commencing at the Rangiriri Bridge, and ending at the Waikato river. JAS. McPHERSON, Clerk, Waikato County Council. Kirikiriroa, 10th June, 1882.: [283, 459, 414, 576]
- pakuranga-ad: THE PAKURANGA HOUNDS WILL MEET AS UNDER:— This Day (Saturday), 19th inst., at Gwynnelands, Cambridge, at 11 o'clock. Monday, 21st inst., at Woodstock, the property of Mr C. J. Storey, Rangiaohia, at 11 o'clock. Wednesday, 23rd inst., at Kihikihi, at 11 o'clock. Friday, 25th inst., at Te Awamutu, at 11 o'clock. Monday, 28th inst., at Morrinsville, Piako, at 11 o'clock. J. S. BUCKLAND.: [554, 754, 674, 850]
- notices-heading: Notices.: [331, 44, 366, 52]
- small-ads-note: Advertisements not exceeding 14 words (pre-paid), 1s.: [827, 888, 960, 909]
- rangiaohia-ad: RANGIAOHIA HIGHWAY DISTRICT. At the Annual Meeting of Ratepayers, July 18th, of the above district, the following ratepayers were duly elected:— Trustees: Mr Richard Bell, John Grice, James Ramsay, Richard Burke, William Storie. Auditors: Mr J. M. Meadows, A. Kay. W. SLOANE, Chairman.: [6, 944, 134, 1018]
- carrots-ad: CARROTS FOR SALE.—On Farm or delivered in Hamilton, not less than half ton. Cash payment. Apply JOHN KNOX, Hamilton West; DRY & FRENCH, Hamilton East; B. WOOD, Hamilton East.: [6, 1120, 134, 1172]
- land-agency-ad: WAIKATO LAND AND GENERAL COMMISSION AGENCY. Scherff's Buildings, Fort-street, Auckland. Parties in Waikato having Land for sale are requested to communicate with me. I will make the disposal of Waikato Land the main feature of my business. Any commissions with which I may be entrusted will receive my prompt and best attention. Money advanced on Waikato Securities. KENNEDY HILL.: [554, 649, 674, 752]
- column-rule: [278, 44, 279, 1464]
- tailor-ad: £5 5s We are the only makers of the celebrated 15s 6d TROUSERS, 55s SUIT! ISAAC PHILLIPS, TAILOR, Queen-street, Auckland.: [554, 500, 674, 549]
- board-residence-ad: RESPECTABLE BOARD AND RESIDENCE. House Lately occupied by Mrs Scarsacke, near the Hamilton Railway Station. Hamilton West. Terms Moderate.: [827, 841, 960, 885]
- public-notification-ad: PUBLIC NOTIFICATION To the Ratepayers of the Rangiaohia Highway District. Notice is hereby given that the Rangiaohia Highway District Board propose to STOP the undermentioned ROAD in the Parish of Mangapiko. A road containing 2 acres, 3 roods, 32 perches, bounded north-westerly by allotment No. 48, and south-easterly by allotment No. 46, both the property of John Casey, and situated in the Parish of Mangapiko. A plan and accurate description of the road may be seen at the office of the Rangiaohia Highway District Board, Te Awamutu, for twelve weeks from the date hereof. W. SLOANE, Chairman. Te Awamutu, 17th June, 1882.: [283, 579, 414, 718]
- election-ad: ELECTION OF DISTRICT BOARD. At the Annual Meeting of Ratepayers held on the 29th July, the following persons were elected to be the Pirongia District Board for the current year:— Isaac Hodgson, William Jordan, James McQuirk, Edward Graham McMinn, John Henry Thompson. Auditors: Alexander S. Sherret and David Findlayson, junr. EDWARD G. McMINN, Chairman.: [6, 854, 134, 942]
- hounds-article: The huntsmen met at the Hautapu school-house at eleven o'clock on Thursday morning, numbering about forty. The throw off took place on Mr Pearson's farm, and from here the hounds found their way through the farms of Messrs Main, Pickering, Smith, Bunnemann, and Jas. Taylor, where the finish occurred. The sport throughout the day was very lively, spills being unusually plentiful. Hares were very numerous, but only one hare was killed, Mr Allwill being first in at the death. A lunch was provided by Mr R. Kirkwood, who brought the edibles on to the ground in his buggy. The hounds will meet at Gwynnelands this morning at 11 o'clock, and on Monday at Woodstock, Rangiaohia, at the same hour.: [6, 54, 134, 201]
- wanted-ad: WANTED—An Apprentice to the Drug business.—Apply, Sandes and Co., Hamilton.: [6, 404, 134, 434]
- wanted-ad: WANTED—A Man to plough and make himself generally useful.—Apply John Hill, Farmer, Tamahere.: [6, 235, 134, 265]
- column-rule: [419, 44, 420, 1464]
- mangapiko-ad: MANGAPIKO HIGHWAY DISTRICT. Meeting of Ratepayers. NOTICE IS HEREBY GIVEN that a meeting of the ratepayers of the above district will be held at the old Schoolhouse, Pokuru, on Saturday, August 26th, 1882, at 2 o'clock p.m., for the purpose of electing one trustee to fill the vacancy caused by the resignation of Mr F. C. Germann. By order of the Board, N. T. MAUNDER, Secretary.: [283, 286, 414, 374]
- column-6: [554, 500, 674, 1464]
- alexandra-board-ad: ALEXANDRA TOWN BOARD. All Owners or Occupiers of Property having FURZE growing on the Roads in the Township of Alexandra are hereby notified to CLEAR THE SAME within one month from date. If not cleared by the 12th September prox., the same will be cleared by the Board and charged to the owners or occupiers. P. PISTRUCCI, Town Clerk. 12th August, 1882.: [283, 376, 414, 457]
- cg-intro: HAVE NOW LANDED, ex Easterhill, the following ADDITIONS to their EXTENSIVE STOCK of: [429, 124, 667, 143]
- wanted-ad: WANTED TO PURCHASE OR LEASE (with purchasing clause)—50 or 100 Acres of LAND, on the line of railway from Ngaruawahia to Te Awamutu. Owners or agents to state full particulars. Offers to be open for two months. Tenders to be sent up to August 21st. F. C. GERMANN, Ohaupo.: [6, 468, 134, 534]
- slaughtering-ad: WAIKATO SLAUGHTERING & BUTCHERING COMPANY CO. (Limited).: [6, 436, 134, 466]
- wanted-ad: WANTED—Bushmen, Stockmen, and those employed at rough work, to know that they can obtain, for 25s 10s, a thoroughly sound English Lever Watch, "made by Rotherham," in ashen stout dust proof silver hunting cases, with two years guarantee, from S. McLernon, Hamilton.: [6, 536, 134, 602]
- waitoa-ad: WAITOA HIGHWAY DISTRICT. IT is hereby notified that the Waitoa Highway District Board intend to meet in the Phoenix Hotel, Morrinsville, on the 19th day of August, 1882, at 11.30 a.m., for the purpose of MAKING A RATE of One Shilling in the Pound on all rateable property in the district for the period commencing on the 1st day of April, 1882, and ending on the 31st day of March, 1883, to become due and payable in one sum on the 2nd day of September, 1882. ALEXANDER BREMNER, Secretary to the Waitoa Highway Board. Piako, 29th July, 1882.: [283, 54, 414, 171]
- column-8: [827, 44, 960, 1462]
- for-sale-ad: FOR SALE—One of the best General STOREKEEPING BUSINESSES on the West Coast, situated in the Raglan County, and in close proximity to the Waitetuna Plains and Ngaire districts. Principals only dealt with. For further particulars apply to "Storekeeper", Raglan.: [6, 1020, 134, 1086]
- column-2: [144, 44, 273, 1462]
- column-9: [970, 44, 1108, 1462]
- mail-tenders-ad: TENDERS FOR INLAND MAIL SERVICES FOR 1883 and 1884. General Post Office, Wellington, 8th August, 1882. SEALED TENDERS will be received at the several Chief Post Offices in the colony until Saturday, the 9th September, for the conveyance of mails between the under-mentioned places, for a period of two years from the 1st January, 1883, to 31st December, 1884. Postal District of Auckland. 30. Mercer and Port Waikato, weekly. 31. Rangiri Railway Station and Post Office, daily. 32. Rangiri and Churchill, twice weekly. 33. Ngaruawahia and Whatawhata, thrice weekly. 34. Hamilton, Whatawhata, and Raglan, twice weekly. 35. Hamilton and Tuhikaramea, weekly. 36. Raglan and Aotea, weekly. 37. Hamilton and Te Aroha, thrice weekly. 40. Hamilton Junction Railway Station and township, daily. 41. Hamilton Railway Station and Post Office, daily. 42. Cambridge and Rotorua, weekly. 43. Ohaupo and Pukerimu, thrice weekly. 44. Ngaruawahia Railway Station and Post Office, daily. 45. Ngaroto and Pukerimu, daily. 46. Alexandra and Harapipi, twice weekly. 47. Te Awamutu Railway Station and Kihikihi, daily. 48. Te Awamutu and Alexandra, daily. Services may be effected by railway extension, and may be terminated by the Postmaster-General on his giving one month's notice in writing. The attention of intending tenderers is directed to the conditions of tender. Forms of tender, with the terms and conditions of contract, may be obtained at any post office. No tender will be considered unless made on the printed form. Tenders, indorsed "Tender for Mail Service, No. —" to be addressed to the Postmaster-General, Wellington, and enclosed to the Chief Postmaster of Auckland. W. GRAY, Secretary.: [144, 54, 273, 405]
- cg-field-seeds: BELGIAN FIELD CARROT · LARGE RED ALTRINGHAM FIELD CARROT · LONG RED AND YELLOW MANGOLD · CHAMPION YELLOW GLOBE MANGOLD CORNISH AND RED GLOBE MANGOLD · WHITE BELGIAN BEET · LONG RED AND YELLOW MANGOLD · KOHL RABBI (PURPLE AND YELLOW): [425, 164, 671, 201]
- hounds-headline: THE PAKURANGA HOUNDS.: [6, 44, 134, 52]
- hill-ad: J. D. HILL, GENERAL STOREKEEPER, ALEXANDRA.: [425, 500, 545, 535]
- tenders-ad: TENDERS. Tenders are invited for the PURCHASE of the LARGE BARN at Gwynnelands, lately in the occupation of Mr A. A. Fantham. The building is 40ft. by 20ft., nearly all first-class kauri, divided into four separate apartments, and all roofed with corrugated iron. There is between 30cwt. and 35cwt. corrugated iron on the building. Tenders will be received till next SATURDAY, 26th inst. The highest or any other tender not necessarily accepted. J. S. BUCKLAND.: [144, 617, 273, 720]
- photo-ad: TE AWAMUTU. THE LONDON PHOTOGRAPHIC COMPANY will visit Te Awamutu FOR ONE WEEK ONLY, From August 20th to the 27th (as we cannot spare more time from our town business), to take Portraits by the Instantaneous Process. Cartes de Visite, from 5s per half-dozen. Cabinet Portraits, 12s 6d per half-dozen. C. H. MONKTON, Manager.: [554, 551, 674, 647]
- lost-ad: LOST. LOST.—From Marsh Meadows, on the Piako Road, 37 HALF-BRED EWES, with tar spot on off ribs; were in the same lot as the ewes above. Any person giving information of them will be rewarded. THOS. S. RUNCIMAN, Marsh Meadows.: [554, 851, 674, 932]
- notices-heading: Notices.: [734, 44, 768, 53]
- wanted-ad: WANTED—Travellers by Rail to and from Auckland to know that if they take the trouble to step across the road to Mr Mackay's, where there is a good table always ready, their pockets will be benefited by it; and those who like a drop of the real McKay should always step across to the hotel, where they will get it, and bring their friends with them. There is plenty of time.—J. D. Dillon, Proprietor.: [6, 605, 134, 693]
- column-3: [283, 44, 414, 1462]
- section-rule: [420, 497, 679, 498]
- bags-note: Bags, 9d each, if kept.: [35, 1173, 105, 1181]
- column-1: [6, 44, 134, 1462]
- wanted-ad: WANTED, a Second-hand SIDE-SADDLE.—Apply to Waikato Times office.: [6, 341, 134, 371]
- shorthorn-sale-ad: TUESDAY, 29th AUGUST. Special Sale of Shorthorn Stock at Rangiaohia. The undersigned has been favoured with instructions from Mr A. Ramsay to sell by public auction on his Farm, Rangiaohia, on Tuesday, 29th August, at one o'clock, 4 CHOICE SHORTHORN COWS by "British King," their dams by "Alarmist," grand dams by "Brigham Young" and "Earl of March". 4 Choice Shorthorn Cows by "Alarmist," their dams by "Brigham Young" and "Earl of March." 3 Very Choice 3-year-old Heifers by "British King." 10 First-class Dairy Cows. 12 Three-year-old Heifers by "Young Alarmist." The above mentioned Stock are all guaranteed in Calf to "Lord Stevenson," and most of them are springing to calve. 21 Well-bred 2-year-old Steers. 15 Yearlings and 18 months old Steers. 4 Choice Young Bulls, by "Lord Stevenson," from "Alarmist" Cows. And the Pure Shorthorn Bull "Lord Stevenson," from pedigree see N.Z. Stud Book. Also— 60 Fat Wethers; 1 Heavy Draught Mare; 1 Riding Mare, 4 years old. And immediately after the sale of above the Heavy Draught Entire "Malvern" will be offered. Luncheon provided at 12 o'clock, and the sale will commence at 1 o'clock sharp. J. S. BUCKLAND.: [827, 242, 960, 491]
- column-rule: [822, 44, 823, 1464]
- robertshaw-ad: H. ROBERTSHAW, General Storekeeper, TAMAHERE, ALL Kinds of Farm and Dairy Produce bought, and in any quantities. Auckland prices given. All Goods sold at Auckland prices, subject to a reduction for cash. Dressmaking and Millinery made on the Premises. Tents of every description made to order. H. ROBERTSHAW. Tamahere, Aug. 8, 1882.: [425, 687, 545, 787]
- supreme-court-ad: IN THE SUPREME COURT OF NEW ZEALAND, WELLINGTON DISTRICT. Friday, the 4th day of August, 1882. UPON reading the Affidavits of Robert Crichendale Hamilton, of Wellington, Public Trustee, and of Elizabeth Edwards, of Hamilton, Waikato, Widow. It is ordered that the Public Trustee, shall be Administrator of all the real and personal estate of Benjamin Edwards, of Hamilton, Waikato, Coach Proprietor, deceased. (Signed) C. W. RICHMOND, J. All persons indebted to the above-named deceased are requested to pay the amount to me. E. GILLIS, Acting Public Trustee.: [144, 722, 273, 847]
- auctions-heading: Auctions.: [1020, 44, 1058, 52]
- borough-hamilton-ad: BOROUGH OF HAMILTON. Tenders for Plans of Drainage. TENDERS are invited and will be received till 4 p.m. on FRIDAY, the 28th instant, from competent engineers, for preparing plans of a satisfactory system of DRAINAGE, required on both sides of the river of the above borough. Address, "Tender for Drainage Plans" to His Worship the Mayor, Hamilton. Council not bound to accept lowest or any tender. J. M. GELLING, Town Clerk. Town Clerk's Office, Hamilton, 12th August, 1882.: [144, 505, 273, 615]
